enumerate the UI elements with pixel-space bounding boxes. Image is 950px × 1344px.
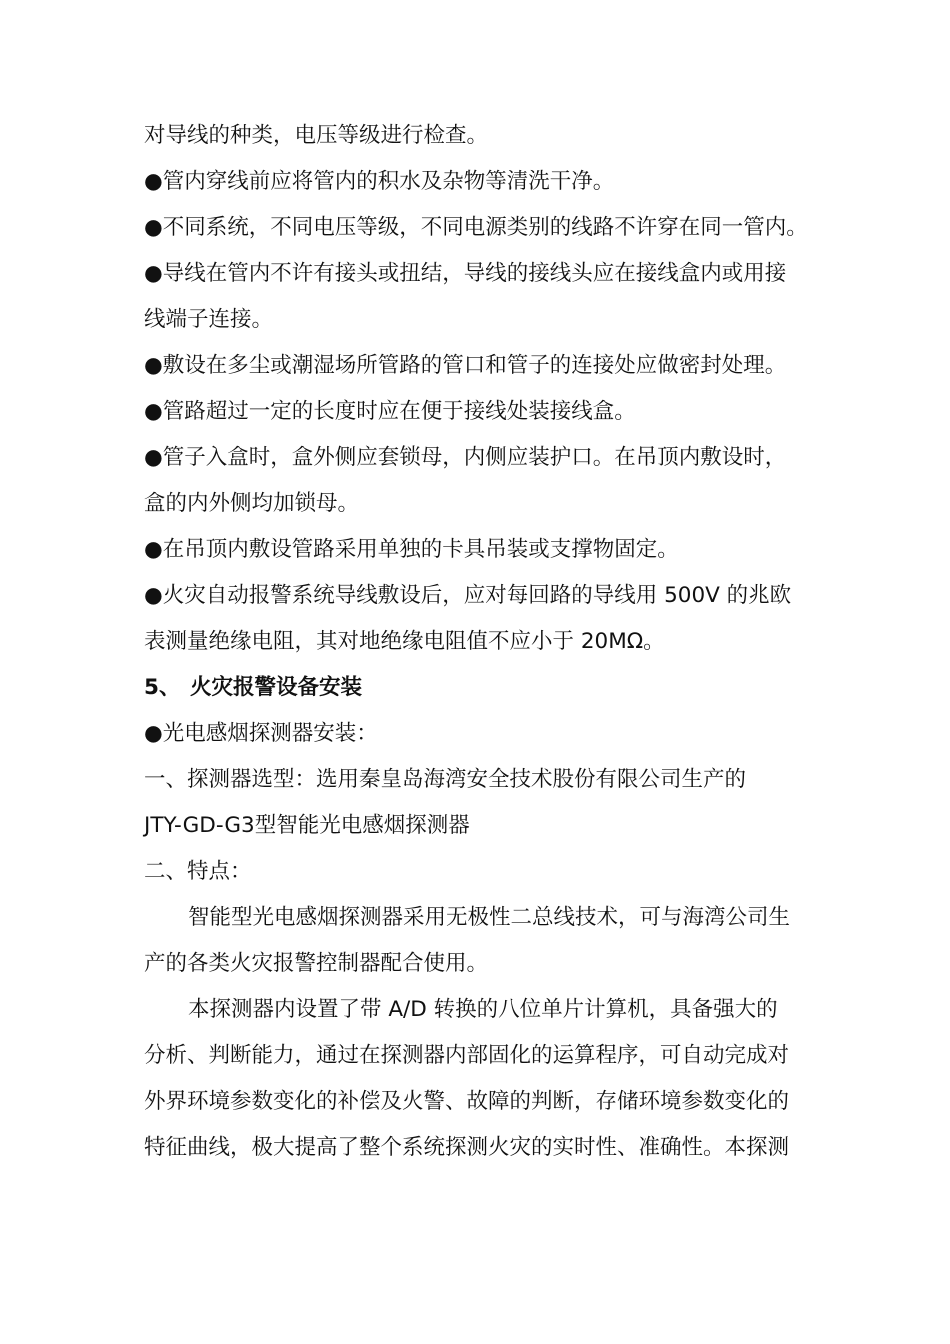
bullet-item: ●管子入盒时，盒外侧应套锁母，内侧应装护口。在吊顶内敷设时， — [144, 445, 787, 470]
bullet-item: ●火灾自动报警系统导线敷设后，应对每回路的导线用 500V 的兆欧 — [144, 583, 792, 608]
text-line: 一、探测器选型：选用秦皇岛海湾安全技术股份有限公司生产的 — [144, 767, 747, 792]
text-line: 盒的内外侧均加锁母。 — [144, 491, 360, 516]
document-body — [144, 113, 814, 1171]
paragraph-line: 特征曲线，极大提高了整个系统探测火灾的实时性、准确性。本探测 — [144, 1135, 790, 1160]
text-line: 对导线的种类，电压等级进行检查。 — [144, 123, 489, 148]
text-line: 线端子连接。 — [144, 307, 274, 332]
bullet-item: ●敷设在多尘或潮湿场所管路的管口和管子的连接处应做密封处理。 — [144, 353, 787, 378]
paragraph-line: 智能型光电感烟探测器采用无极性二总线技术，可与海湾公司生 — [188, 905, 791, 930]
bullet-item: ●导线在管内不许有接头或扭结，导线的接线头应在接线盒内或用接 — [144, 261, 787, 286]
section-number: 5、 — [144, 675, 181, 700]
text-line: 二、特点： — [144, 859, 252, 884]
bullet-item: ●光电感烟探测器安装： — [144, 721, 378, 746]
paragraph-line: 产的各类火灾报警控制器配合使用。 — [144, 951, 489, 976]
paragraph-line: 外界环境参数变化的补偿及火警、故障的判断，存储环境参数变化的 — [144, 1089, 790, 1114]
bullet-item: ●管内穿线前应将管内的积水及杂物等清洗干净。 — [144, 169, 615, 194]
bullet-item: ●管路超过一定的长度时应在便于接线处装接线盒。 — [144, 399, 636, 424]
paragraph-line: 分析、判断能力，通过在探测器内部固化的运算程序，可自动完成对 — [144, 1043, 790, 1068]
paragraph-line: 本探测器内设置了带 A/D 转换的八位单片计算机，具备强大的 — [188, 997, 778, 1022]
bullet-item: ●不同系统，不同电压等级，不同电源类别的线路不许穿在同一管内。 — [144, 215, 808, 240]
text-line: 表测量绝缘电阻，其对地绝缘电阻值不应小于 20MΩ。 — [144, 629, 665, 654]
text-line: JTY-GD-G3型智能光电感烟探测器 — [144, 813, 470, 838]
section-title: 火灾报警设备安装 — [190, 675, 363, 700]
bullet-item: ●在吊顶内敷设管路采用单独的卡具吊装或支撑物固定。 — [144, 537, 679, 562]
section-heading — [144, 665, 814, 711]
